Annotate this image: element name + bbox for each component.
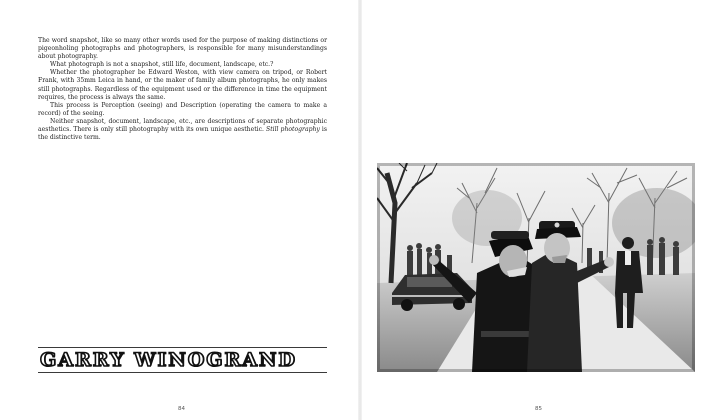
essay-paragraph-5 bbox=[38, 118, 327, 142]
photograph-image bbox=[377, 163, 695, 372]
page-number-right: 85 bbox=[535, 406, 542, 412]
essay-paragraph-5-text: Neither snapshot, document, landscape, etc., are descriptions of separate photographic aesthetics. There is only still photography with its own unique aesthetic. bbox=[38, 117, 327, 134]
photographer-name: GARRY WINOGRAND bbox=[40, 349, 297, 371]
book-gutter bbox=[358, 0, 362, 420]
essay-italic-term: Still photography bbox=[266, 126, 320, 134]
photograph bbox=[377, 163, 695, 372]
essay-paragraph-1: The word snapshot, like so many other words used for the purpose of making distinctions or pigeonholing photographs and photographers, is responsible for many misunderstandings about photography. bbox=[38, 37, 327, 61]
essay-paragraph-3: Whether the photographer be Edward Weston, with view camera on tripod, or Robert Frank, with 35mm Leica in hand, or the maker of family album photographs, he only makes still photographs. Regardless of the equipment used or the difference in time the equipment requires, the process is always the same. bbox=[38, 69, 327, 101]
page-number-left: 84 bbox=[178, 406, 185, 412]
essay-paragraph-4: This process is Perception (seeing) and Description (operating the camera to make a record) of the seeing. bbox=[38, 101, 327, 117]
essay-text bbox=[38, 37, 327, 142]
name-rule-bottom bbox=[38, 372, 327, 373]
essay-paragraph-2: What photograph is not a snapshot, still life, document, landscape, etc.? bbox=[50, 61, 274, 69]
essay-paragraph-5-end: is the distinctive term. bbox=[38, 126, 328, 142]
name-rule-top bbox=[38, 347, 327, 348]
